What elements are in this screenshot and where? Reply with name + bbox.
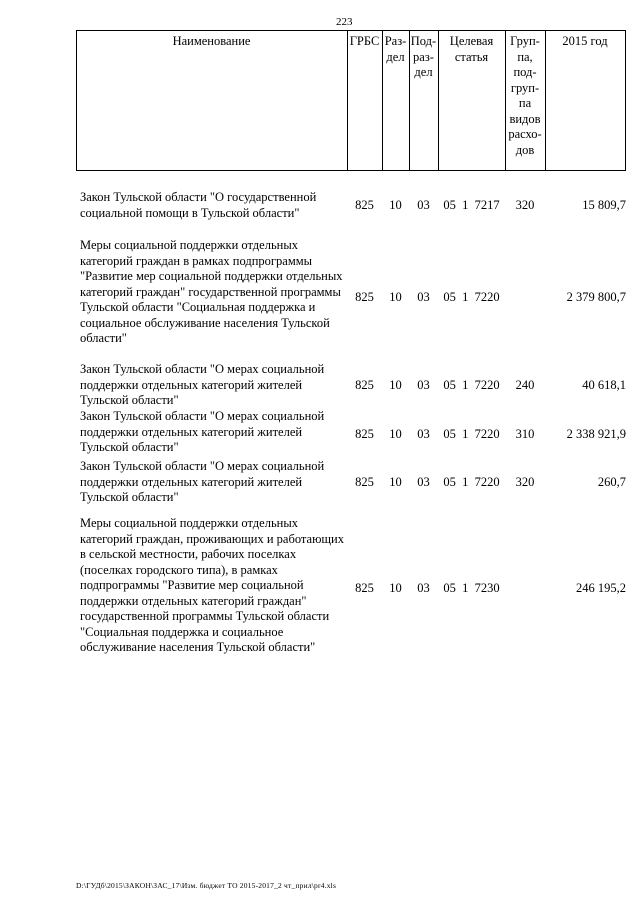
- row-group: 310: [515, 427, 535, 441]
- row-amount: 40 618,1: [582, 378, 626, 392]
- row-group: 320: [515, 198, 535, 212]
- row-razdel: 10: [389, 290, 402, 304]
- row-grbs: 825: [355, 427, 374, 441]
- page-number: 223: [336, 16, 353, 28]
- header-bottom-line: [76, 170, 626, 171]
- row-name: Закон Тульской области "О мерах социальной поддержки отдельных категорий жителей Тульской области": [80, 409, 325, 454]
- row-podrazdel: 03: [417, 378, 430, 392]
- row-grbs: 825: [355, 198, 374, 212]
- header-group: Груп- па, под- груп- па видов расхо- дов: [508, 34, 542, 157]
- row-name: Закон Тульской области "О мерах социальной поддержки отдельных категорий жителей Тульской области": [80, 362, 325, 407]
- row-target: 05 1 7217: [443, 198, 500, 212]
- col-divider: [347, 30, 348, 170]
- header-target: Целевая статья: [449, 34, 494, 64]
- row-grbs: 825: [355, 581, 374, 595]
- row-razdel: 10: [389, 198, 402, 212]
- row-razdel: 10: [389, 581, 402, 595]
- row-target: 05 1 7220: [443, 427, 500, 441]
- col-divider: [545, 30, 546, 170]
- row-grbs: 825: [355, 378, 374, 392]
- row-amount: 260,7: [597, 475, 626, 489]
- row-amount: 2 379 800,7: [566, 290, 626, 304]
- header-razdel: Раз- дел: [384, 34, 407, 64]
- row-target: 05 1 7220: [443, 378, 500, 392]
- row-target: 05 1 7220: [443, 290, 500, 304]
- row-podrazdel: 03: [417, 581, 430, 595]
- row-target: 05 1 7230: [443, 581, 500, 595]
- row-podrazdel: 03: [417, 475, 430, 489]
- row-podrazdel: 03: [417, 290, 430, 304]
- row-podrazdel: 03: [417, 427, 430, 441]
- row-group: 320: [515, 475, 535, 489]
- row-name: Меры социальной поддержки отдельных категорий граждан в рамках подпрограммы "Развитие мер социальной поддержки отдельных категорий граждан" государственной программы Тульской области "Социальная поддержка и социальное обслуживание населения Тульской области": [80, 238, 343, 345]
- row-target: 05 1 7220: [443, 475, 500, 489]
- row-razdel: 10: [389, 427, 402, 441]
- row-group: 240: [515, 378, 535, 392]
- row-amount: 15 809,7: [582, 198, 626, 212]
- header-top-line: [76, 30, 626, 31]
- col-divider: [625, 30, 626, 170]
- header-year: 2015 год: [562, 34, 608, 48]
- row-name: Закон Тульской области "О мерах социальной поддержки отдельных категорий жителей Тульской области": [80, 459, 325, 504]
- file-path-footer: D:\ГУДб\2015\ЗАКОН\ЗАС_17\Изм. бюджет ТО 2015-2017_2 чт_прил\pr4.xls: [76, 881, 337, 890]
- row-razdel: 10: [389, 378, 402, 392]
- row-amount: 2 338 921,9: [566, 427, 626, 441]
- row-podrazdel: 03: [417, 198, 430, 212]
- row-name: Закон Тульской области "О государственной социальной помощи в Тульской области": [80, 190, 317, 220]
- header-podrazdel: Под- раз- дел: [410, 34, 437, 79]
- row-razdel: 10: [389, 475, 402, 489]
- row-grbs: 825: [355, 290, 374, 304]
- col-divider: [76, 30, 77, 170]
- row-grbs: 825: [355, 475, 374, 489]
- header-name: Наименование: [172, 34, 251, 48]
- header-grbs: ГРБС: [349, 34, 380, 48]
- row-amount: 246 195,2: [576, 581, 626, 595]
- row-name: Меры социальной поддержки отдельных категорий граждан, проживающих и работающих в сельской местности, рабочих поселках (поселках городского типа), в рамках подпрограммы "Развитие мер социальной поддержки отдельных категорий граждан" государственной программы Тульской области "Социальная поддержка и социальное обслуживание населения Тульской области": [80, 516, 344, 654]
